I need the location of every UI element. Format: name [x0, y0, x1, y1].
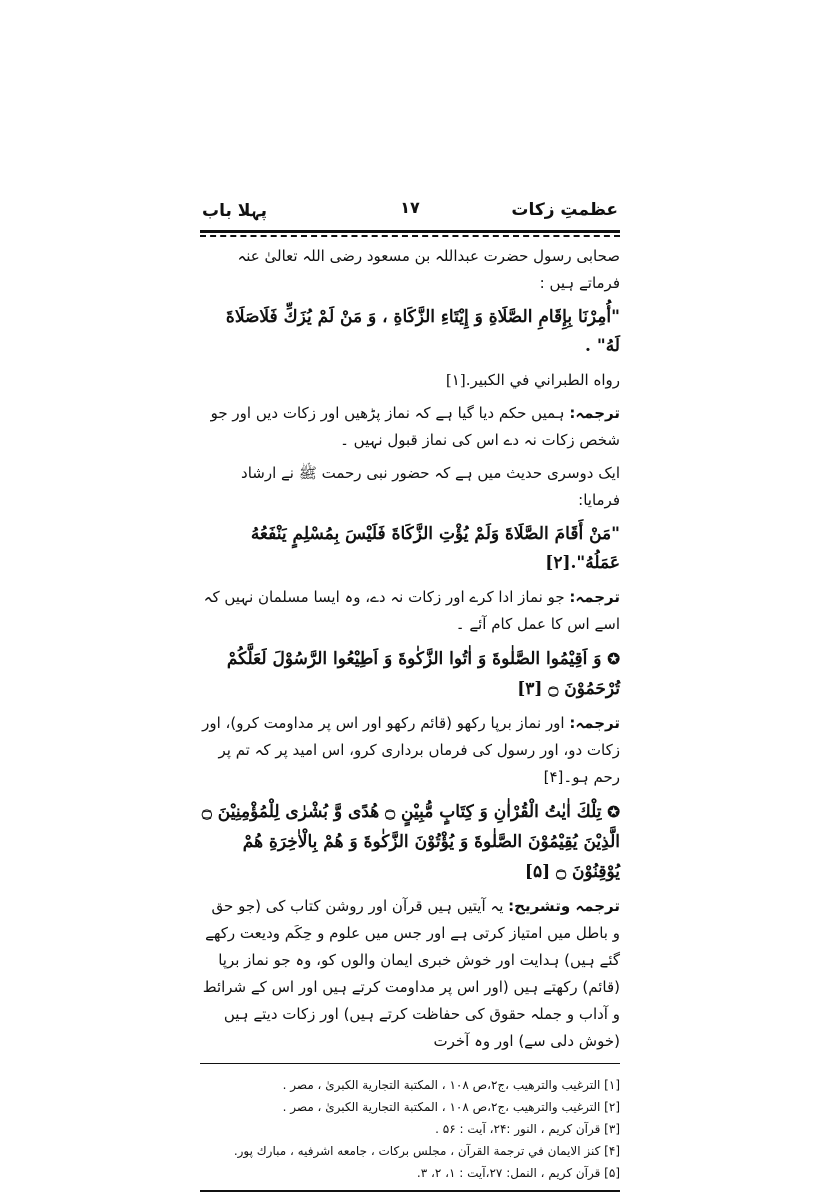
hadith-2-arabic: "مَنْ أَقَامَ الصَّلَاةَ وَلَمْ يُؤْتِ الزَّكَاةَ فَلَيْسَ بِمُسْلِمٍ يَنْفَعُهُ عَمَلُهُ".[۲]: [250, 524, 620, 573]
book-title: عظمتِ زکات: [511, 200, 618, 220]
translation-label: ترجمہ:: [569, 714, 620, 732]
verse-2-arabic: تِلْكَ اٰيٰتُ الْقُرْاٰنِ وَ كِتَابٍ مُّبِيْنٍ ۝ هُدًى وَّ بُشْرٰى لِلْمُؤْمِنِيْنَ ۝ الَّذِيْنَ يُقِيْمُوْنَ الصَّلٰوةَ وَ يُؤْتُوْنَ الزَّكٰوةَ وَ هُمْ بِالْاٰخِرَةِ هُمْ يُوْقِنُوْنَ ۝ [۵]: [201, 802, 620, 882]
footnotes: [200, 1074, 620, 1184]
verse-bullet-icon: ✪: [607, 650, 620, 668]
translation-1: [200, 400, 620, 454]
intro-line-2: ایک دوسری حدیث میں ہے کہ حضور نبی رحمت ﷺ نے ارشاد فرمایا:: [241, 464, 620, 509]
verse-2: [200, 797, 620, 887]
translation-4: [200, 893, 620, 1055]
footnote-item: [۴] كنز الايمان في ترجمة القرآن ، مجلس بركات ، جامعه اشرفيه ، مبارك پور.: [233, 1144, 620, 1158]
translation-label: ترجمہ:: [569, 404, 620, 422]
intro-line: صحابی رسول حضرت عبداللہ بن مسعود رضی اللہ تعالیٰ عنہ فرماتے ہیں :: [237, 247, 620, 292]
translation-text: اور نماز برپا رکھو (قائم رکھو اور اس پر مداومت کرو)، اور زکات دو، اور رسول کی فرماں برداری کرو، اس امید پر کہ تم پر رحم ہو۔[۴]: [202, 714, 620, 786]
hadith-1-reference: رواه الطبراني في الكبير.[۱]: [445, 371, 620, 389]
main-text: [200, 243, 620, 1055]
page-number: ۱۷: [400, 198, 420, 217]
footnote-item: [۱] الترغيب والترهيب ،ج۲،ص ۱۰۸ ، المكتبة التجارية الكبرىٰ ، مصر .: [282, 1078, 620, 1092]
translation-text: جو نماز ادا کرے اور زکات نہ دے، وہ ایسا مسلمان نہیں کہ اسے اس کا عمل کام آئے ۔: [203, 588, 620, 633]
footnote-item: [۵] قرآن كريم ، النمل: ۲۷،آيت : ۱، ۲، ۳.: [416, 1166, 620, 1180]
translation-2: [200, 584, 620, 638]
chapter-title: پہلا باب: [202, 201, 268, 221]
translation-text: ہمیں حکم دیا گیا ہے کہ نماز پڑھیں اور زکات دیں اور جو شخص زکات نہ دے اس کی نماز قبول نہیں ۔: [210, 404, 620, 449]
translation-label: ترجمہ وتشریح:: [508, 897, 620, 915]
verse-1-arabic: وَ اَقِيْمُوا الصَّلٰوةَ وَ اٰتُوا الزَّكٰوةَ وَ اَطِيْعُوا الرَّسُوْلَ لَعَلَّكُمْ تُرْحَمُوْنَ ۝ [۳]: [226, 649, 620, 699]
footnote-item: [۳] قرآن كريم ، النور :۲۴، آيت : ۵۶ .: [435, 1122, 620, 1136]
hadith-1-arabic: "أُمِرْنَا بِإِقَامِ الصَّلَاةِ وَ إِيْتَاءِ الزَّكَاةِ ، وَ مَنْ لَمْ يُزَكِّ فَلَاصَلَاةَ لَهُ" .: [225, 307, 620, 356]
header-dashed-rule: [200, 235, 620, 237]
verse-bullet-icon: ✪: [607, 803, 620, 821]
footnote-rule: [200, 1063, 620, 1064]
translation-3: [200, 710, 620, 791]
page: [200, 198, 620, 1192]
footnote-item: [۲] الترغيب والترهيب ،ج۲،ص ۱۰۸ ، المكتبة التجارية الكبرىٰ ، مصر .: [282, 1100, 620, 1114]
running-header: [200, 198, 620, 228]
header-rule: [200, 230, 620, 233]
verse-1: [200, 644, 620, 704]
translation-text: یہ آیتیں ہیں قرآن اور روشن کتاب کی (جو حق و باطل میں امتیاز کرتی ہے اور جس میں علوم و حِکَم ودیعت رکھے گئے ہیں) ہدایت اور خوش خبری ایمان والوں کو، وہ جو نماز برپا (قائم) رکھتے ہیں (اور اس پر مداومت کرتے ہیں اور اس کے شرائط و آداب و جملہ حقوق کی حفاظت کرتے ہیں) اور زکات دیتے ہیں (خوش دلی سے) اور وہ آخرت: [202, 897, 620, 1050]
translation-label: ترجمہ:: [569, 588, 620, 606]
